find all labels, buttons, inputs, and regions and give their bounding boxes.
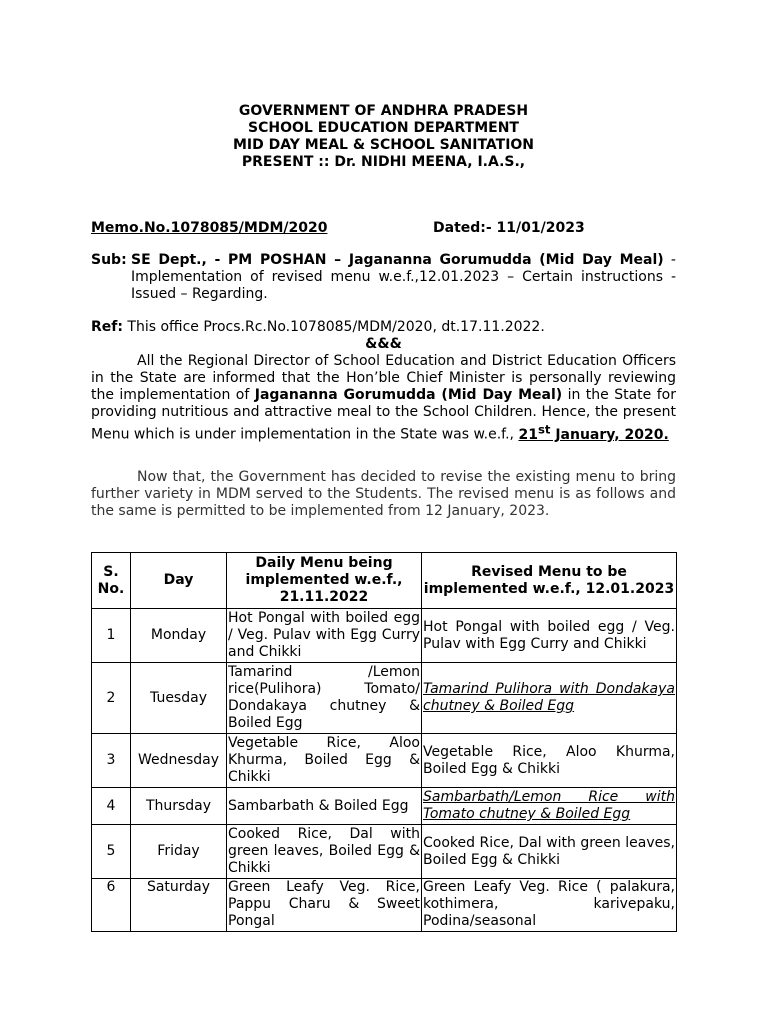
cell-old-menu: Hot Pongal with boiled egg / Veg. Pulav with Egg Curry and Chikki [227,609,422,663]
cell-new-menu: Green Leafy Veg. Rice ( palakura, kothimera, karivepaku, Podina/seasonal [422,879,677,932]
paragraph-revision [91,469,676,520]
col-new-menu-header: Revised Menu to be implemented w.e.f., 12.01.2023 [422,553,677,609]
cell-day: Tuesday [131,663,227,734]
cell-sno: 1 [92,609,131,663]
cell-day: Friday [131,825,227,879]
paragraph-revision-text: Now that, the Government has decided to revise the existing menu to bring further variety in MDM served to the Students. The revised menu is as follows and the same is permitted to be implemented from 12 January, 2023. [91,469,676,519]
cell-day: Thursday [131,788,227,825]
header-section: MID DAY MEAL & SCHOOL SANITATION [232,137,535,153]
cell-day: Saturday [131,879,227,932]
cell-new-menu: Cooked Rice, Dal with green leaves, Boiled Egg & Chikki [422,825,677,879]
cell-new-menu: Vegetable Rice, Aloo Khurma, Boiled Egg & Chikki [422,734,677,788]
cell-new-menu: Hot Pongal with boiled egg / Veg. Pulav with Egg Curry and Chikki [422,609,677,663]
document-header [91,103,676,171]
separator: &&& [365,336,402,352]
cell-old-menu: Vegetable Rice, Aloo Khurma, Boiled Egg & Chikki [227,734,422,788]
paragraph-intro-part1: All the Regional Director of School Education and District Education Officers in the State are informed that the Hon’ble Chief Minister is personally reviewing the implementation of [91,353,676,403]
reference-text: This office Procs.Rc.No.1078085/MDM/2020, dt.17.11.2022. [122,319,545,335]
table-row [92,879,677,932]
subject-bold-text: SE Dept., - PM POSHAN – Jagananna Gorumudda (Mid Day Meal) [131,252,664,268]
header-present: PRESENT :: Dr. NIDHI MEENA, I.A.S., [241,154,526,170]
cell-sno: 4 [92,788,131,825]
table-row [92,609,677,663]
table-row [92,663,677,734]
table-row [92,788,677,825]
memo-row [91,220,676,236]
cell-day: Monday [131,609,227,663]
scheme-name: Jagananna Gorumudda (Mid Day Meal) [254,387,563,403]
cell-old-menu: Green Leafy Veg. Rice, Pappu Charu & Sweet Pongal [227,879,422,932]
header-government: GOVERNMENT OF ANDHRA PRADESH [238,103,529,119]
table-header-row [92,553,677,609]
col-sno-header: S. No. [92,553,131,609]
reference-line [91,319,676,335]
cell-day: Wednesday [131,734,227,788]
effective-date: 21st January, 2020. [518,422,669,443]
cell-new-menu: Tamarind Pulihora with Dondakaya chutney & Boiled Egg [422,663,677,734]
table-row [92,734,677,788]
subject-block [91,252,676,303]
cell-old-menu: Cooked Rice, Dal with green leaves, Boiled Egg & Chikki [227,825,422,879]
subject-label: Sub: [91,252,127,268]
cell-sno: 3 [92,734,131,788]
col-day-header: Day [131,553,227,609]
cell-sno: 2 [92,663,131,734]
table-row [92,825,677,879]
header-department: SCHOOL EDUCATION DEPARTMENT [248,120,519,136]
memo-number: Memo.No.1078085/MDM/2020 [91,220,328,236]
cell-old-menu: Tamarind /Lemon rice(Pulihora) Tomato/ Dondakaya chutney & Boiled Egg [227,663,422,734]
subject-text: - Implementation of revised menu w.e.f.,12.01.2023 – Certain instructions - Issued – Regarding. [131,252,676,302]
paragraph-intro-part2: in the State for providing nutritious and attractive meal to the School Children. Hence, the present Menu which is under implementation in the State was w.e.f., [91,387,676,443]
paragraph-intro [91,353,676,444]
cell-sno: 5 [92,825,131,879]
menu-table [91,552,677,932]
col-old-menu-header: Daily Menu being implemented w.e.f., 21.11.2022 [227,553,422,609]
memo-date: Dated:- 11/01/2023 [433,220,585,236]
cell-new-menu: Sambarbath/Lemon Rice with Tomato chutney & Boiled Egg [422,788,677,825]
cell-sno: 6 [92,879,131,932]
cell-old-menu: Sambarbath & Boiled Egg [227,788,422,825]
reference-label: Ref: [91,319,123,335]
